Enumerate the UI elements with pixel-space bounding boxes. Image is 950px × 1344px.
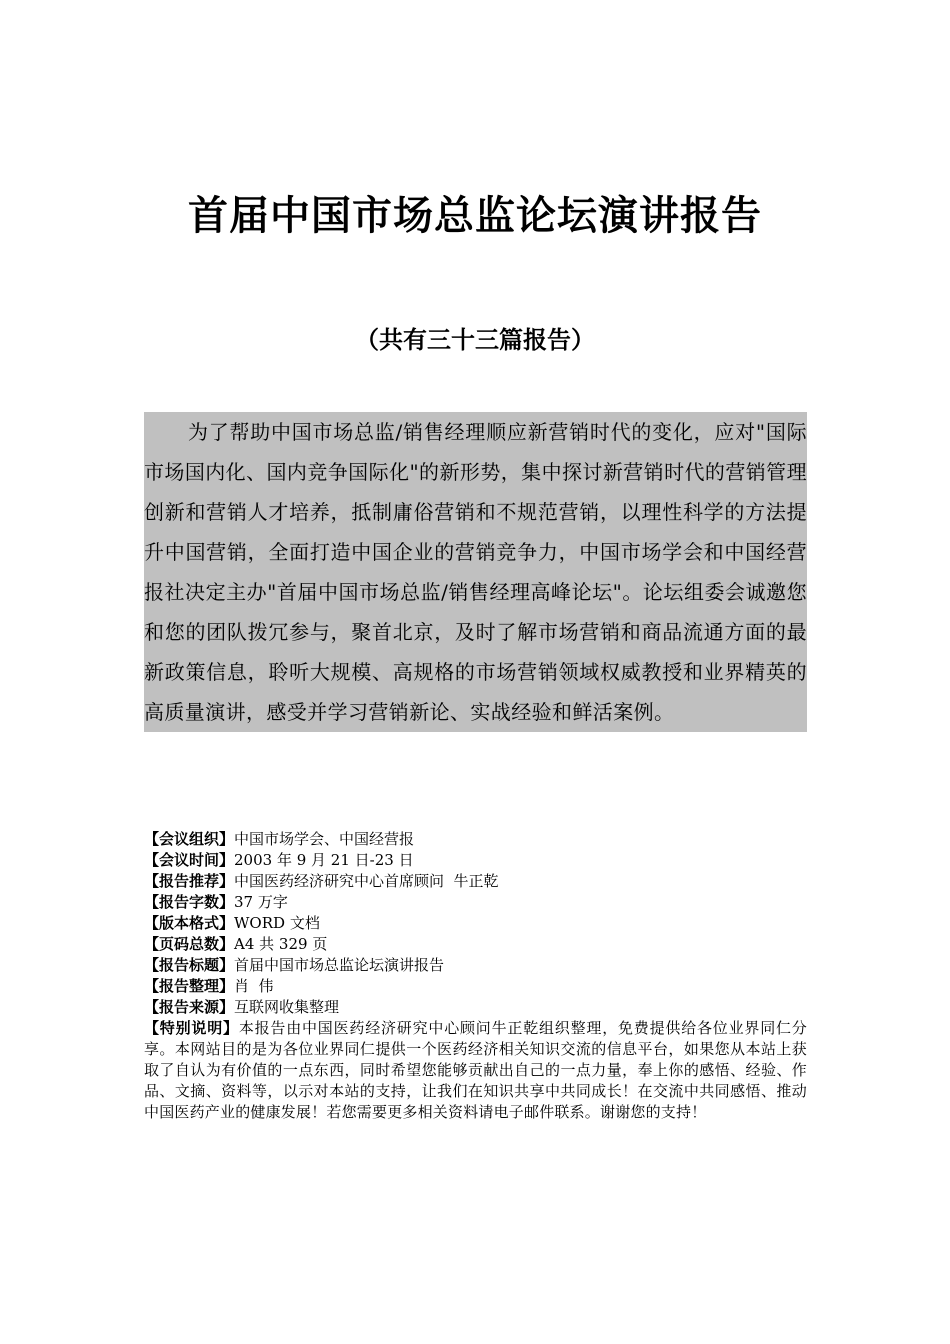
document-subtitle: （共有三十三篇报告） — [355, 326, 595, 354]
meta-value-pages: A4 共 329 页 — [234, 935, 328, 953]
meta-row-pages — [144, 934, 807, 955]
meta-key-source: 【报告来源】 — [144, 998, 235, 1016]
meta-row-source — [144, 997, 807, 1018]
meta-row-report-title — [144, 955, 807, 976]
meta-row-organizer — [144, 829, 807, 850]
meta-value-report-title: 首届中国市场总监论坛演讲报告 — [234, 956, 445, 974]
meta-row-format — [144, 913, 807, 934]
meta-value-note: 本报告由中国医药经济研究中心顾问牛正乾组织整理，免费提供给各位业界同仁分享。本网站目的是为各位业界同仁提供一个医药经济相关知识交流的信息平台，如果您从本站上获取了自认为有价值的一点东西，同时希望您能够贡献出自己的一点力量，奉上你的感悟、经验、作品、文摘、资料等，以示对本站的支持，让我们在知识共享中共同成长！在交流中共同感悟、推动中国医药产业的健康发展！若您需要更多相关资料请电子邮件联系。谢谢您的支持！ — [144, 1019, 807, 1121]
meta-value-time: 2003 年 9 月 21 日-23 日 — [234, 851, 414, 869]
meta-key-editor: 【报告整理】 — [144, 977, 235, 995]
meta-row-time — [144, 850, 807, 871]
meta-row-recommend — [144, 871, 807, 892]
meta-key-note: 【特别说明】 — [144, 1019, 239, 1037]
meta-key-organizer: 【会议组织】 — [144, 830, 235, 848]
meta-row-editor — [144, 976, 807, 997]
meta-row-note — [144, 1018, 807, 1123]
intro-paragraph: 为了帮助中国市场总监/销售经理顺应新营销时代的变化，应对"国际市场国内化、国内竞争国际化"的新形势，集中探讨新营销时代的营销管理创新和营销人才培养，抵制庸俗营销和不规范营销，以理性科学的方法提升中国营销，全面打造中国企业的营销竞争力，中国市场学会和中国经营报社决定主办"首届中国市场总监/销售经理高峰论坛"。论坛组委会诚邀您和您的团队拨冗参与，聚首北京，及时了解市场营销和商品流通方面的最新政策信息，聆听大规模、高规格的市场营销领域权威教授和业界精英的高质量演讲，感受并学习营销新论、实战经验和鲜活案例。 — [144, 412, 807, 732]
meta-value-organizer: 中国市场学会、中国经营报 — [234, 830, 415, 848]
meta-value-format: WORD 文档 — [234, 914, 320, 932]
meta-key-recommend: 【报告推荐】 — [144, 872, 235, 890]
meta-key-report-title: 【报告标题】 — [144, 956, 235, 974]
document-title: 首届中国市场总监论坛演讲报告 — [188, 193, 762, 239]
meta-value-recommend: 中国医药经济研究中心首席顾问 牛正乾 — [234, 872, 499, 890]
meta-key-format: 【版本格式】 — [144, 914, 235, 932]
meta-key-pages: 【页码总数】 — [144, 935, 235, 953]
meta-value-editor: 肖 伟 — [234, 977, 274, 995]
meta-key-words: 【报告字数】 — [144, 893, 235, 911]
meta-key-time: 【会议时间】 — [144, 851, 235, 869]
meta-value-words: 37 万字 — [234, 893, 288, 911]
report-metadata — [144, 829, 807, 1123]
meta-value-source: 互联网收集整理 — [234, 998, 340, 1016]
meta-row-words — [144, 892, 807, 913]
